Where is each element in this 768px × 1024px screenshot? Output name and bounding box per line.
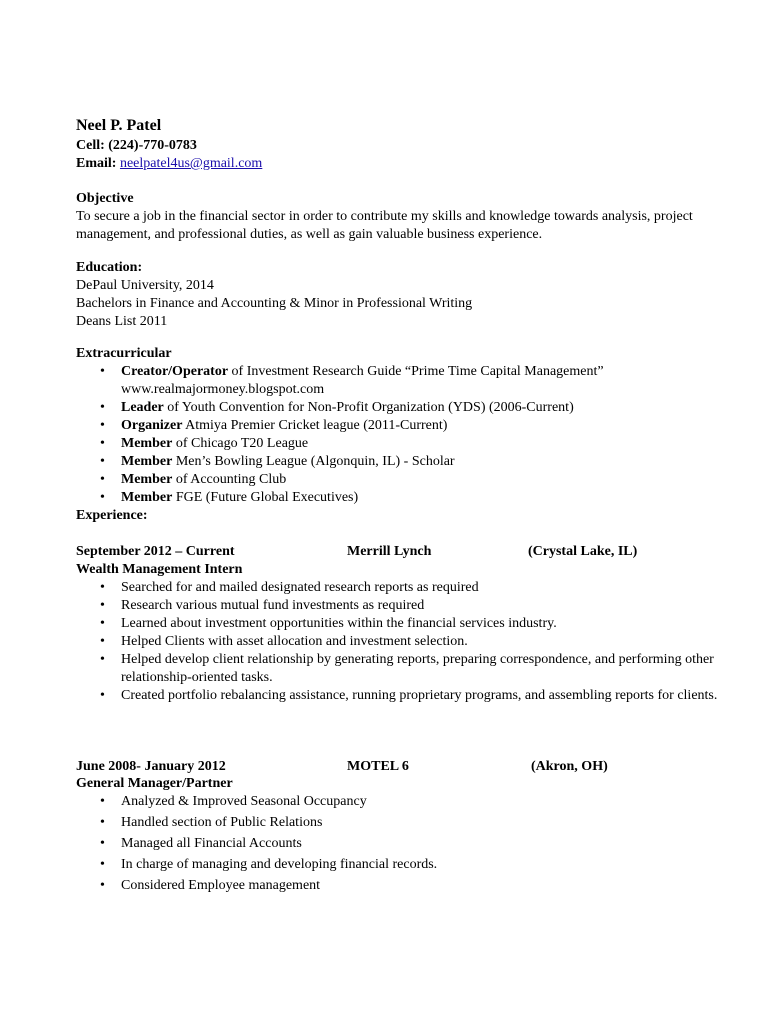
cell-label: Cell:	[76, 138, 105, 153]
item-role: Member	[121, 472, 173, 487]
email-link[interactable]: neelpatel4us@gmail.com	[119, 156, 263, 171]
item-text: FGE (Future Global Executives)	[172, 490, 359, 505]
job-section	[76, 561, 746, 705]
item-text: of Accounting Club	[172, 472, 287, 487]
email-line	[76, 155, 262, 173]
list-item: • Searched for and mailed designated research reports as required	[76, 579, 746, 597]
item-text: of Investment Research Guide “Prime Time Capital Management”	[228, 364, 604, 379]
list-item: • Helped develop client relationship by generating reports, preparing correspondence, and performing other relationship-oriented tasks.	[76, 651, 746, 687]
job-section	[76, 775, 746, 898]
education-heading: Education:	[76, 260, 143, 275]
list-item	[76, 435, 746, 453]
list-item	[76, 399, 746, 417]
item-role: Creator/Operator	[121, 364, 229, 379]
objective-heading: Objective	[76, 191, 134, 206]
job-dates: September 2012 – Current	[76, 544, 235, 559]
experience-heading: Experience:	[76, 508, 148, 523]
list-item	[76, 453, 746, 471]
item-text: of Chicago T20 League	[172, 436, 309, 451]
item-text: Atmiya Premier Cricket league (2011-Current)	[182, 418, 448, 433]
job-company: Merrill Lynch	[347, 544, 432, 559]
job-title: Wealth Management Intern	[76, 562, 243, 577]
list-item: • Analyzed & Improved Seasonal Occupancy	[76, 793, 746, 811]
education-section	[76, 259, 746, 331]
item-text: Men’s Bowling League (Algonquin, IL) - Scholar	[172, 454, 455, 469]
list-item	[76, 417, 746, 435]
list-item: • Research various mutual fund investments as required	[76, 597, 746, 615]
extracurricular-section	[76, 345, 746, 525]
list-item: • Created portfolio rebalancing assistance, running proprietary programs, and assembling reports for clients.	[76, 687, 746, 705]
cell-value: (224)-770-0783	[108, 138, 197, 153]
item-role: Member	[121, 490, 173, 505]
item-role: Organizer	[121, 418, 183, 433]
job-duties	[76, 793, 746, 895]
item-role: Member	[121, 454, 173, 469]
email-label: Email:	[76, 156, 117, 171]
objective-section	[76, 190, 746, 244]
list-item	[76, 363, 746, 399]
item-text: of Youth Convention for Non-Profit Organization (YDS) (2006-Current)	[163, 400, 574, 415]
list-item: • Considered Employee management	[76, 877, 746, 895]
job-title: General Manager/Partner	[76, 776, 233, 791]
list-item: • Learned about investment opportunities within the financial services industry.	[76, 615, 746, 633]
item-role: Member	[121, 436, 173, 451]
list-item: • Managed all Financial Accounts	[76, 835, 746, 853]
list-item: • Handled section of Public Relations	[76, 814, 746, 832]
candidate-name: Neel P. Patel	[76, 117, 162, 134]
job-header	[76, 543, 676, 561]
education-line: Deans List 2011	[76, 314, 168, 329]
education-line: Bachelors in Finance and Accounting & Minor in Professional Writing	[76, 296, 473, 311]
extracurricular-list	[76, 363, 746, 507]
job-dates: June 2008- January 2012	[76, 759, 226, 774]
objective-text: To secure a job in the financial sector in order to contribute my skills and knowledge towards analysis, project management, and professional duties, as well as gain valuable business experience.	[76, 209, 693, 242]
list-item	[76, 489, 746, 507]
list-item: • In charge of managing and developing financial records.	[76, 856, 746, 874]
item-role: Leader	[121, 400, 164, 415]
extracurricular-heading: Extracurricular	[76, 346, 172, 361]
item-sub: www.realmajormoney.blogspot.com	[121, 382, 325, 397]
job-header	[76, 758, 676, 776]
list-item: • Helped Clients with asset allocation and investment selection.	[76, 633, 746, 651]
job-duties	[76, 579, 746, 705]
education-line: DePaul University, 2014	[76, 278, 214, 293]
job-location: (Akron, OH)	[531, 759, 608, 774]
cell-line	[76, 137, 262, 155]
list-item	[76, 471, 746, 489]
contact-info	[76, 137, 262, 173]
job-company: MOTEL 6	[347, 759, 409, 774]
job-location: (Crystal Lake, IL)	[528, 544, 638, 559]
